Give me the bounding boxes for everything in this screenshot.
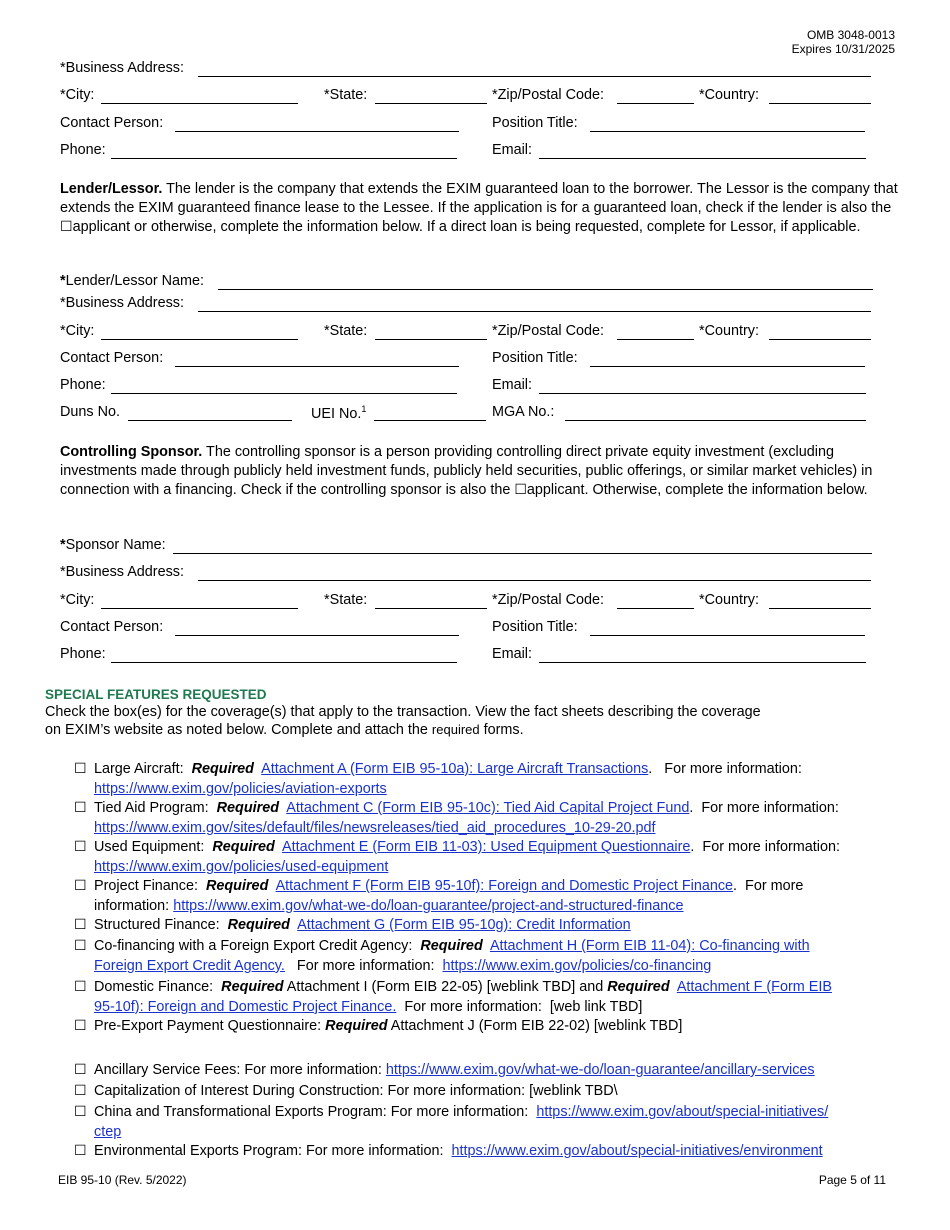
email-label: Email: [492, 142, 532, 158]
phone-label: Phone: [60, 142, 106, 158]
position-title-field[interactable] [590, 131, 865, 132]
feature-domestic-finance: ☐ Domestic Finance: Required Attachment I (Form EIB 22-05) [weblink TBD] and Required Attachment F (Form EIB 95-10f): Foreign and Domestic Project Finance. For more information: [web link TBD] [74, 979, 832, 1015]
zip-field[interactable] [617, 103, 694, 104]
sponsor-state-field[interactable] [375, 608, 487, 609]
duns-field[interactable] [128, 420, 292, 421]
environment-link[interactable]: https://www.exim.gov/about/special-initiatives/environment [451, 1143, 823, 1159]
country-label: *Country: [699, 87, 759, 103]
feature-structured-finance: ☐ Structured Finance: Required Attachment G (Form EIB 95-10g): Credit Information [74, 917, 631, 933]
sponsor-name-field[interactable] [173, 553, 872, 554]
sponsor-name-label: *Sponsor Name: [60, 537, 166, 553]
mga-label: MGA No.: [492, 404, 555, 420]
sponsor-state-label: *State: [324, 592, 368, 608]
special-features-heading: SPECIAL FEATURES REQUESTED [45, 687, 267, 702]
omb-number-header [792, 28, 895, 56]
project-finance-checkbox[interactable]: ☐ [74, 878, 87, 894]
email-field[interactable] [539, 158, 866, 159]
used-equipment-link[interactable]: https://www.exim.gov/policies/used-equipment [94, 859, 389, 875]
sponsor-country-field[interactable] [769, 608, 871, 609]
tied-aid-checkbox[interactable]: ☐ [74, 800, 87, 816]
zip-label: *Zip/Postal Code: [492, 87, 604, 103]
environmental-exports-checkbox[interactable]: ☐ [74, 1143, 87, 1159]
attachment-h-link[interactable]: Attachment H (Form EIB 11-04): Co-financing with [489, 938, 810, 954]
lender-business-address-label: *Business Address: [60, 295, 184, 311]
sponsor-email-field[interactable] [539, 662, 866, 663]
lender-text-1: The lender is the company that extends the EXIM guaranteed loan to the borrower. The Lessor is the company that extends the EXIM guaranteed finance lease to the Lessee. If the application is for a guaranteed loan, check if the lender is also the [60, 181, 898, 216]
business-address-field[interactable] [198, 76, 871, 77]
feature-china-transformational: ☐ China and Transformational Exports Program: For more information: https://www.exim.gov/about/special-initiatives/ ctep [74, 1104, 829, 1140]
lender-country-label: *Country: [699, 323, 759, 339]
sponsor-phone-label: Phone: [60, 646, 106, 662]
lender-city-field[interactable] [101, 339, 298, 340]
attachment-f-link[interactable]: Attachment F (Form EIB 95-10f): Foreign and Domestic Project Finance [275, 878, 734, 894]
ctep-checkbox[interactable]: ☐ [74, 1104, 87, 1120]
city-field[interactable] [101, 103, 298, 104]
project-structured-finance-link[interactable]: https://www.exim.gov/what-we-do/loan-guarantee/project-and-structured-finance [173, 898, 684, 914]
sponsor-position-title-field[interactable] [590, 635, 865, 636]
lender-contact-person-label: Contact Person: [60, 350, 164, 366]
lender-email-label: Email: [492, 377, 532, 393]
lender-position-title-field[interactable] [590, 366, 865, 367]
expiration-date: Expires 10/31/2025 [791, 42, 895, 56]
lender-state-field[interactable] [375, 339, 487, 340]
lender-applicant-checkbox[interactable]: ☐ [60, 219, 73, 235]
lender-name-label: *Lender/Lessor Name: [60, 273, 204, 289]
large-aircraft-checkbox[interactable]: ☐ [74, 761, 87, 777]
sponsor-business-address-field[interactable] [198, 580, 871, 581]
sponsor-zip-field[interactable] [617, 608, 694, 609]
lender-text-2: applicant or otherwise, complete the information below. If a direct loan is being requested, complete for Lessor, if applicable. [72, 219, 861, 235]
capitalization-interest-checkbox[interactable]: ☐ [74, 1083, 87, 1099]
sponsor-zip-label: *Zip/Postal Code: [492, 592, 604, 608]
lender-zip-label: *Zip/Postal Code: [492, 323, 604, 339]
lender-state-label: *State: [324, 323, 368, 339]
sponsor-email-label: Email: [492, 646, 532, 662]
sponsor-text-2: applicant. Otherwise, complete the information below. [526, 482, 868, 498]
ctep-link[interactable]: https://www.exim.gov/about/special-initiatives/ [536, 1104, 829, 1120]
contact-person-label: Contact Person: [60, 115, 164, 131]
contact-person-field[interactable] [175, 131, 459, 132]
lender-lessor-description [60, 180, 905, 237]
sponsor-country-label: *Country: [699, 592, 759, 608]
city-label: *City: [60, 87, 95, 103]
state-field[interactable] [375, 103, 487, 104]
feature-ancillary-service-fees: ☐ Ancillary Service Fees: For more information: https://www.exim.gov/what-we-do/loan-guarantee/ancillary-services [74, 1062, 815, 1078]
business-address-label: *Business Address: [60, 60, 184, 76]
co-financing-link[interactable]: https://www.exim.gov/policies/co-financing [442, 958, 712, 974]
state-label: *State: [324, 87, 368, 103]
country-field[interactable] [769, 103, 871, 104]
sponsor-city-label: *City: [60, 592, 95, 608]
lender-zip-field[interactable] [617, 339, 694, 340]
attachment-e-link[interactable]: Attachment E (Form EIB 11-03): Used Equipment Questionnaire [281, 839, 691, 855]
mga-field[interactable] [565, 420, 866, 421]
uei-field[interactable] [374, 420, 486, 421]
attachment-f-domestic-link[interactable]: Attachment F (Form EIB [676, 979, 832, 995]
duns-label: Duns No. [60, 404, 120, 420]
attachment-f-domestic-link-cont[interactable]: 95-10f): Foreign and Domestic Project Finance. [94, 999, 397, 1015]
lender-city-label: *City: [60, 323, 95, 339]
sponsor-position-title-label: Position Title: [492, 619, 578, 635]
lender-lessor-heading: Lender/Lessor. [60, 181, 163, 197]
attachment-c-link[interactable]: Attachment C (Form EIB 95-10c): Tied Aid Capital Project Fund [286, 800, 690, 816]
sponsor-applicant-checkbox[interactable]: ☐ [514, 482, 527, 498]
phone-field[interactable] [111, 158, 457, 159]
attachment-h-link-cont[interactable]: Foreign Export Credit Agency. [94, 958, 285, 974]
lender-phone-label: Phone: [60, 377, 106, 393]
controlling-sponsor-heading: Controlling Sponsor. [60, 444, 203, 460]
sponsor-city-field[interactable] [101, 608, 298, 609]
ancillary-fees-checkbox[interactable]: ☐ [74, 1062, 87, 1078]
co-financing-checkbox[interactable]: ☐ [74, 938, 87, 954]
tied-aid-procedures-link[interactable]: https://www.exim.gov/sites/default/files/newsreleases/tied_aid_procedures_10-29-20.pdf [94, 820, 656, 836]
sponsor-business-address-label: *Business Address: [60, 564, 184, 580]
domestic-finance-checkbox[interactable]: ☐ [74, 979, 87, 995]
lender-email-field[interactable] [539, 393, 866, 394]
lender-position-title-label: Position Title: [492, 350, 578, 366]
feature-pre-export-payment: ☐ Pre-Export Payment Questionnaire: Required Attachment J (Form EIB 22-02) [weblink TBD] [74, 1018, 683, 1034]
feature-co-financing: ☐ Co-financing with a Foreign Export Credit Agency: Required Attachment H (Form EIB 11-04): Co-financing with Foreign Export Credit Agency. For more information: https://www.exim.gov/policies/co-financing [74, 938, 810, 974]
attachment-g-link[interactable]: Attachment G (Form EIB 95-10g): Credit Information [297, 917, 631, 933]
lender-country-field[interactable] [769, 339, 871, 340]
form-number-footer: EIB 95-10 (Rev. 5/2022) [58, 1173, 187, 1187]
lender-phone-field[interactable] [111, 393, 457, 394]
aviation-exports-link[interactable]: https://www.exim.gov/policies/aviation-exports [94, 781, 387, 797]
sponsor-contact-person-label: Contact Person: [60, 619, 164, 635]
page-number-footer: Page 5 of 11 [818, 1173, 886, 1187]
position-title-label: Position Title: [492, 115, 578, 131]
special-intro-line-2: on EXIM’s website as noted below. Complete and attach the required forms. [45, 722, 524, 738]
feature-project-finance: ☐ Project Finance: Required Attachment F (Form EIB 95-10f): Foreign and Domestic Project Finance. For more information: https://www.exim.gov/what-we-do/loan-guarantee/project-and-structured-finance [74, 878, 804, 914]
feature-tied-aid: ☐ Tied Aid Program: Required Attachment C (Form EIB 95-10c): Tied Aid Capital Project Fund. For more information: https://www.exim.gov/sites/default/files/newsreleases/tied_aid_procedures_10-29-20.pdf [74, 800, 839, 836]
attachment-a-link[interactable]: Attachment A (Form EIB 95-10a): Large Aircraft Transactions [261, 761, 649, 777]
sponsor-text-1: The controlling sponsor is a person providing controlling direct private equity investment (excluding investments made through publicly held investment funds, publicly held securities, public offerings, or similar market vehicles) in connection with a financing. Check if the controlling sponsor is also the [60, 444, 873, 498]
ancillary-services-link[interactable]: https://www.exim.gov/what-we-do/loan-guarantee/ancillary-services [385, 1062, 815, 1078]
used-equipment-checkbox[interactable]: ☐ [74, 839, 87, 855]
feature-environmental-exports: ☐ Environmental Exports Program: For more information: https://www.exim.gov/about/special-initiatives/environment [74, 1143, 823, 1159]
lender-contact-person-field[interactable] [175, 366, 459, 367]
feature-large-aircraft: ☐ Large Aircraft: Required Attachment A (Form EIB 95-10a): Large Aircraft Transactions. For more information: https://www.exim.gov/policies/aviation-exports [74, 761, 802, 797]
pre-export-payment-checkbox[interactable]: ☐ [74, 1018, 87, 1034]
structured-finance-checkbox[interactable]: ☐ [74, 917, 87, 933]
uei-label: UEI No.$^1$ [311, 404, 367, 422]
omb-number: OMB 3048-0013 [806, 28, 895, 42]
lender-business-address-field[interactable] [198, 311, 871, 312]
ctep-link-cont[interactable]: ctep [94, 1124, 122, 1140]
feature-capitalization-interest: ☐ Capitalization of Interest During Construction: For more information: [weblink TBD\ [74, 1083, 618, 1099]
special-intro-line-1: Check the box(es) for the coverage(s) that apply to the transaction. View the fact sheets describing the coverage [45, 704, 761, 720]
lender-name-field[interactable] [218, 289, 873, 290]
sponsor-contact-person-field[interactable] [175, 635, 459, 636]
feature-used-equipment: ☐ Used Equipment: Required Attachment E (Form EIB 11-03): Used Equipment Questionnaire. For more information: https://www.exim.gov/policies/used-equipment [74, 839, 840, 875]
sponsor-phone-field[interactable] [111, 662, 457, 663]
controlling-sponsor-description [60, 443, 905, 500]
